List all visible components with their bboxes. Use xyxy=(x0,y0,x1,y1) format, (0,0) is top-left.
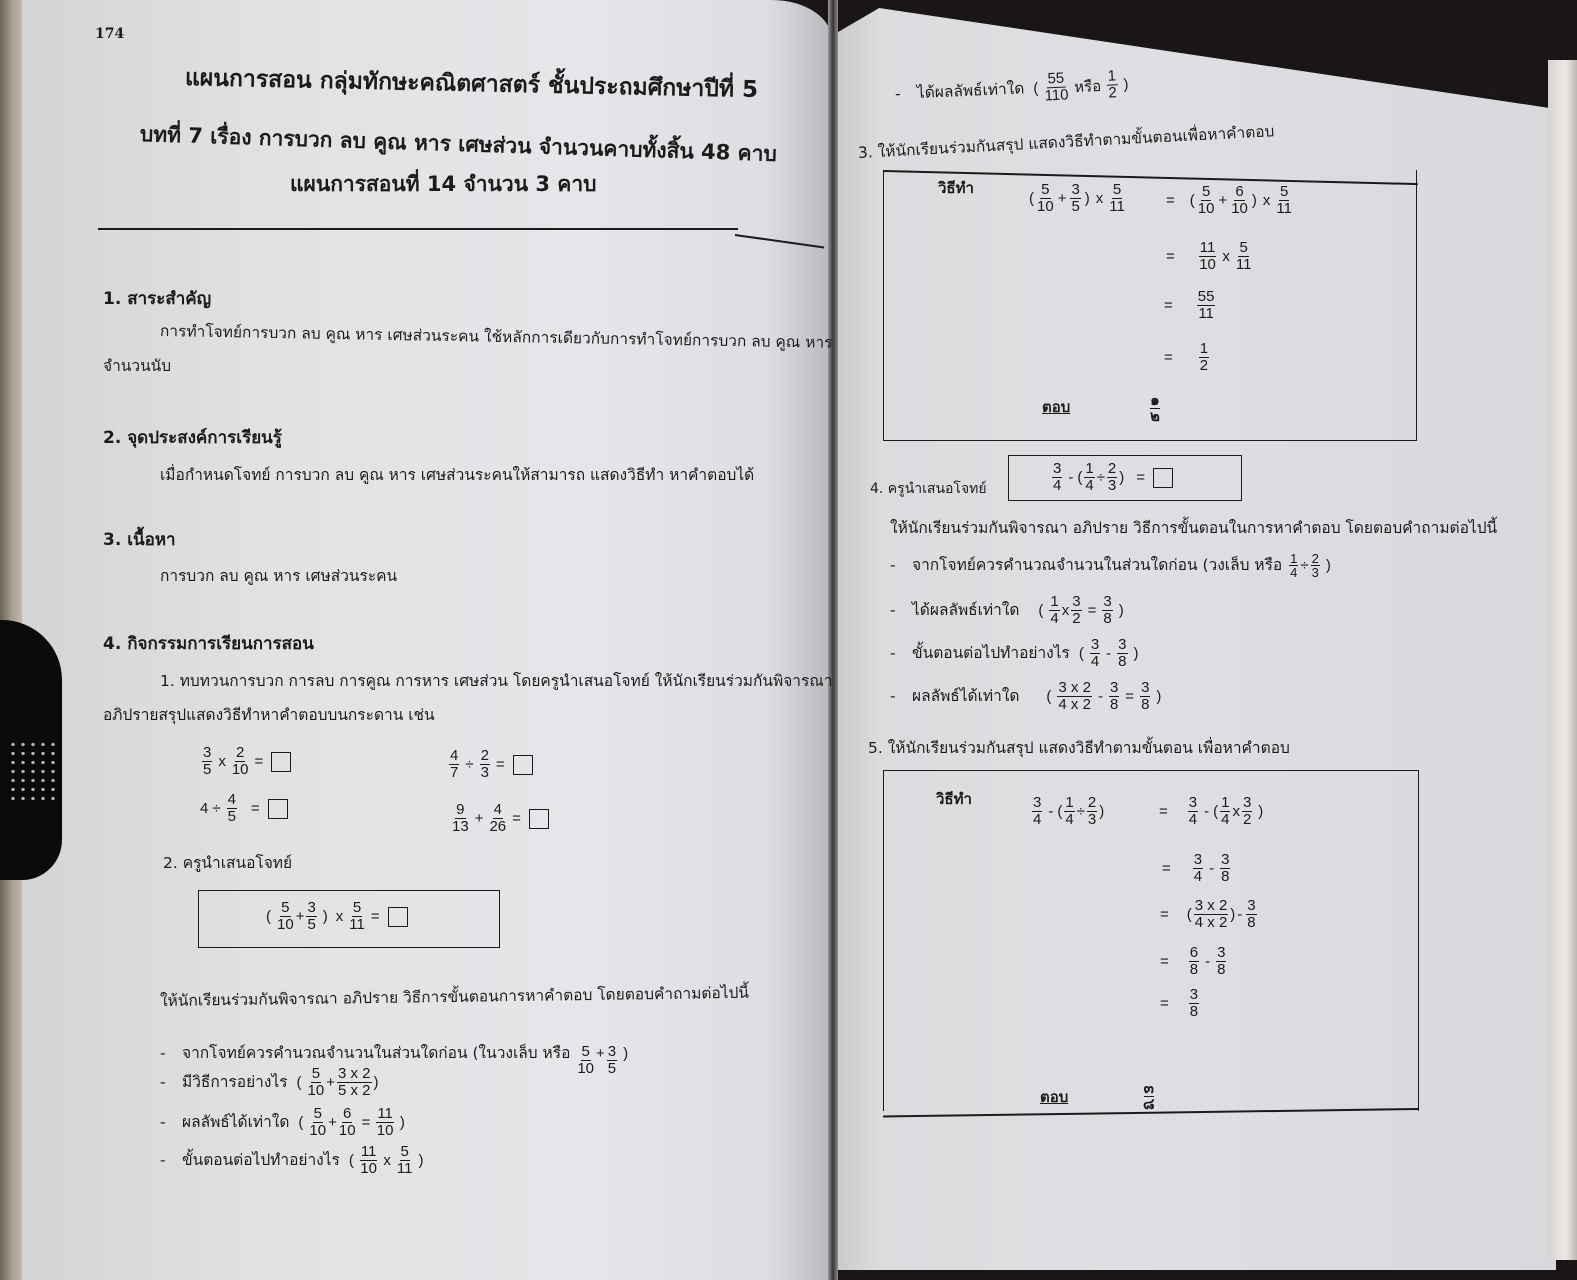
solution-1-step-1: = ( $\frac{5}{10}$ + $\frac{6}{10}$ ) x $\frac{5}{11}$ xyxy=(1166,183,1292,217)
section-4-body-1: 1. ทบทวนการบวก การลบ การคูณ การหาร เศษส่วน โดยครูนำเสนอโจทย์ ให้นักเรียนร่วมกันพิจารณา xyxy=(160,672,833,690)
question-right-2: - ได้ผลลัพธ์เท่าใด ( $\frac{1}{4}$ x $\frac{3}{2}$ = $\frac{3}{8}$ ) xyxy=(890,593,1124,627)
answer-blank xyxy=(1153,468,1173,488)
answer-blank xyxy=(529,809,549,829)
header-line-2: บทที่ 7 เรื่อง การบวก ลบ คูณ หาร เศษส่วน จำนวนคาบทั้งสิ้น 48 คาบ xyxy=(139,122,778,167)
section-1-body-2: จำนวนนับ xyxy=(103,357,172,375)
answer-blank xyxy=(271,752,291,772)
solution-2-step-1: = $\frac{3}{4}$ - ( $\frac{1}{4}$ x $\frac{3}{2}$ ) xyxy=(1159,794,1264,828)
solution-2-answer-label: ตอบ xyxy=(1040,1088,1069,1106)
example-4: $\frac{9}{13}$ + $\frac{4}{26}$ = xyxy=(450,802,549,835)
solution-1-label: วิธีทำ xyxy=(938,179,974,197)
answer-blank xyxy=(513,755,533,775)
step-5-label: 5. ให้นักเรียนร่วมกันสรุป แสดงวิธีทำตามขั้นตอน เพื่อหาคำตอบ xyxy=(868,739,1290,757)
section-2-heading: 2. จุดประสงค์การเรียนรู้ xyxy=(103,428,282,448)
answer-blank xyxy=(388,907,408,927)
section-1-heading: 1. สาระสำคัญ xyxy=(103,289,212,309)
solution-1-lhs: ( $\frac{5}{10}$ + $\frac{3}{5}$ ) x $\frac{5}{11}$ xyxy=(1029,181,1125,215)
discussion-intro-left: ให้นักเรียนร่วมกันพิจารณา อภิปราย วิธีการขั้นตอนการหาคำตอบ โดยตอบคำถามต่อไปนี้ xyxy=(159,983,750,1010)
solution-2-lhs: $\frac{3}{4}$ - ( $\frac{1}{4}$ ÷ $\frac{2}{3}$ ) xyxy=(1033,794,1105,828)
problem-2-expression: $\frac{3}{4}$ - ( $\frac{1}{4}$ ÷ $\frac{2}{3}$ ) = xyxy=(1050,461,1173,494)
solution-2-label: วิธีทำ xyxy=(936,790,972,808)
solution-box-2 xyxy=(883,770,1419,1111)
header-line-1: แผนการสอน กลุ่มทักษะคณิตศาสตร์ ชั้นประถมศึกษาปีที่ 5 xyxy=(184,65,759,104)
step-2-label: 2. ครูนำเสนอโจทย์ xyxy=(163,854,293,872)
question-left-2: - มีวิธีการอย่างไร ( $\frac{5}{10}$ + $\frac{3 x 2}{5 x 2}$ ) xyxy=(160,1065,379,1099)
answer-blank xyxy=(268,799,288,819)
question-left-1: - จากโจทย์ควรคำนวณจำนวนในส่วนใดก่อน (ในวงเล็บ หรือ $\frac{5}{10}$ + $\frac{3}{5}$ ) xyxy=(160,1043,629,1077)
section-2-body: เมื่อกำหนดโจทย์ การบวก ลบ คูณ หาร เศษส่วนระคนให้สามารถ แสดงวิธีทำ หาคำตอบได้ xyxy=(160,466,755,484)
question-result-carryover: - ได้ผลลัพธ์เท่าใด ( $\frac{55}{110}$ หรือ $\frac{1}{2}$ ) xyxy=(894,67,1129,105)
solution-1-answer: $\frac{๑}{๒}$ xyxy=(1150,391,1160,425)
book-edge-right xyxy=(1548,60,1577,1260)
section-3-body: การบวก ลบ คูณ หาร เศษส่วนระคน xyxy=(160,567,398,585)
question-left-3: - ผลลัพธ์ได้เท่าใด ( $\frac{5}{10}$ + $\frac{6}{10}$ = $\frac{11}{10}$ ) xyxy=(160,1105,405,1139)
step-3-label: 3. ให้นักเรียนร่วมกันสรุป แสดงวิธีทำตามขั้นตอนเพื่อหาคำตอบ xyxy=(857,122,1275,162)
header-divider xyxy=(98,228,738,230)
solution-1-step-4: = $\frac{1}{2}$ xyxy=(1164,340,1209,374)
example-2: $\frac{4}{7}$ ÷ $\frac{2}{3}$ = xyxy=(447,748,533,781)
section-3-heading: 3. เนื้อหา xyxy=(103,530,176,550)
solution-1-answer-label: ตอบ xyxy=(1042,398,1071,416)
solution-2-step-4: = $\frac{6}{8}$ - $\frac{3}{8}$ xyxy=(1160,944,1226,978)
step-4-label: 4. ครูนำเสนอโจทย์ xyxy=(870,481,987,497)
problem-1-expression: ( $\frac{5}{10}$ + $\frac{3}{5}$ ) x $\frac{5}{11}$ = xyxy=(262,900,408,933)
book-gutter xyxy=(828,0,838,1280)
example-1: $\frac{3}{5}$ x $\frac{2}{10}$ = xyxy=(200,745,291,778)
header-line-3: แผนการสอนที่ 14 จำนวน 3 คาบ xyxy=(290,172,597,196)
solution-1-step-3: = $\frac{55}{11}$ xyxy=(1164,288,1215,322)
section-1-body-1: การทำโจทย์การบวก ลบ คูณ หาร เศษส่วนระคน ใช้หลักการเดียวกับการทำโจทย์การบวก ลบ คูณ หาร xyxy=(159,322,833,352)
question-right-4: - ผลลัพธ์ได้เท่าใด ( $\frac{3 x 2}{4 x 2}$ - $\frac{3}{8}$ = $\frac{3}{8}$ ) xyxy=(890,679,1162,713)
solution-2-step-3: = ( $\frac{3 x 2}{4 x 2}$ ) - $\frac{3}{8}$ xyxy=(1160,897,1256,931)
page-number-right: 175 xyxy=(1488,84,1518,100)
question-left-4: - ขั้นตอนต่อไปทำอย่างไร ( $\frac{11}{10}$ x $\frac{5}{11}$ ) xyxy=(160,1143,424,1177)
section-4-heading: 4. กิจกรรมการเรียนการสอน xyxy=(103,634,314,654)
question-right-1: - จากโจทย์ควรคำนวณจำนวนในส่วนใดก่อน (วงเล็บ หรือ $\frac{1}{4}$ ÷ $\frac{2}{3}$ ) xyxy=(890,551,1331,580)
solution-2-step-5: = $\frac{3}{8}$ xyxy=(1160,986,1199,1020)
section-4-body-2: อภิปรายสรุปแสดงวิธีทำหาคำตอบบนกระดาน เช่น xyxy=(103,706,435,724)
bookmark-ribbon xyxy=(0,620,62,880)
solution-2-answer: $\frac{๓}{๘}$ xyxy=(1143,1079,1155,1113)
solution-1-step-2: = $\frac{11}{10}$ x $\frac{5}{11}$ xyxy=(1166,239,1252,273)
solution-2-step-2: = $\frac{3}{4}$ - $\frac{3}{8}$ xyxy=(1162,851,1230,885)
question-right-3: - ขั้นตอนต่อไปทำอย่างไร ( $\frac{3}{4}$ - $\frac{3}{8}$ ) xyxy=(890,636,1139,670)
example-3: 4 ÷ $\frac{4}{5}$ = xyxy=(200,792,288,825)
discussion-intro-right: ให้นักเรียนร่วมกันพิจารณา อภิปราย วิธีการขั้นตอนในการหาคำตอบ โดยตอบคำถามต่อไปนี้ xyxy=(890,519,1498,537)
page-number-left: 174 xyxy=(95,26,125,42)
